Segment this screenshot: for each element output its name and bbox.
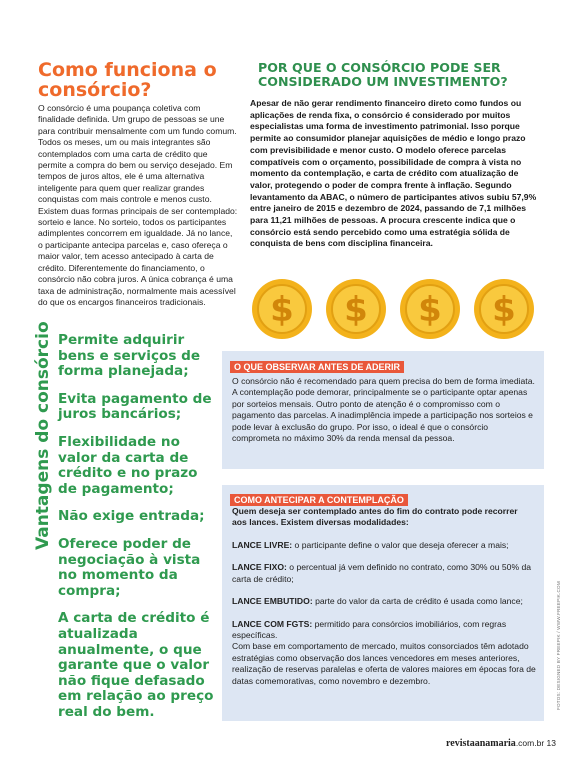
left-body: O consórcio é uma poupança coletiva com finalidade definida. Um grupo de pessoas se une para contribuir mensalmente com um fundo comum. Todos os meses, um ou mais integrantes são contemplados com uma carta de crédito que permite a compra do bem ou serviço desejado. Em tempos de juros altos, ele é uma alternativa inteligente para quem quer realizar grandes conquistas com mais controle e menos custo. Existem duas formas principais de ser contemplado: sorteio e lance. No sorteio, todos os participantes adimplentes concorrem em igualdade. Já no lance, o participante antecipa parcelas e, caso ofereça o maior valor, tem acesso antecipado à carta de crédito. Diferentemente do financiamento, o consórcio não cobra juros. A única cobrança é uma taxa de administração, normalmente mais acessível do que os encargos financeiros tradicionais.	[38, 103, 238, 307]
vantagem-item: Oferece poder de negociação à vista no momento da compra;	[58, 535, 201, 599]
right-body: Apesar de não gerar rendimento financeiro direto como fundos ou aplicações de renda fixa, o consórcio é considerado por muitos especialistas uma forma de investimento patrimonial. Isso porque permite ao consumidor planejar aquisições de médio e longo prazo com previsibilidade e menor custo. O modelo oferece parcelas compatíveis com o orçamento, possibilidade de compra à vista no momento da contemplação, e carta de crédito com atualização de valor, protegendo o poder de compra frente à inflação. Segundo levantamento da ABAC, o número de participantes ativos subiu 57,9% entre janeiro de 2015 e dezembro de 2024, passando de 7,1 milhões para 11,21 milhões de pessoas. A procura crescente indica que o consórcio está sendo percebido como uma estratégia sólida de conquista de bens com disciplina financeira.	[250, 98, 537, 249]
dollar-symbol: $	[418, 290, 442, 330]
page-footer	[446, 738, 556, 749]
lance-text: o percentual já vem definido no contrato, como 30% ou 50% da carta de crédito;	[232, 562, 532, 584]
vantagens-title: Vantagens do consórcio	[33, 321, 53, 550]
footer-domain: .com.br	[515, 738, 545, 748]
vantagem-item: Evita pagamento de juros bancários;	[58, 390, 212, 423]
vantagem-item: Não exige entrada;	[58, 508, 205, 525]
lance-item	[232, 562, 536, 585]
vantagem-item: Flexibilidade no valor da carta de crédito e no prazo de pagamento;	[58, 433, 198, 497]
lance-text: parte do valor da carta de crédito é usada como lance;	[312, 596, 523, 607]
coins-svg	[248, 278, 542, 340]
dollar-symbol: $	[492, 290, 516, 330]
box-observar-text: O consórcio não é recomendado para quem precisa do bem de forma imediata. A contemplação pode demorar, principalmente se o participante optar apenas por sorteios mensais. Outro ponto de atenção é o compromisso com o pagamento das parcelas. A inadimplência impede a participação nos sorteios e pode levar à exclusão do grupo. Por isso, o ideal é que o consórcio comprometa no máximo 30% da renda mensal da pessoa.	[232, 376, 535, 444]
photo-credits: FOTOS: DESIGNED BY FREEPIK / WWW.FREEPIK.COM	[556, 581, 561, 710]
footer-brand: revistaanamaria	[446, 738, 516, 749]
lance-text: permitido para consórcios imobiliários, com regras específicas.	[232, 618, 507, 641]
box-antecipar-body	[232, 540, 536, 698]
vantagens-list	[58, 333, 216, 732]
coin-icon	[252, 279, 312, 339]
box-antecipar-title: COMO ANTECIPAR A CONTEMPLAÇÃO	[230, 494, 408, 506]
dollar-symbol: $	[270, 290, 294, 330]
lance-item	[232, 619, 536, 642]
lance-label: LANCE FIXO:	[232, 562, 287, 573]
coin-icon	[400, 279, 460, 339]
right-title: POR QUE O CONSÓRCIO PODE SER CONSIDERADO UM INVESTIMENTO?	[258, 60, 508, 89]
dollar-symbol: $	[344, 290, 368, 330]
vantagem-item: Permite adquirir bens e serviços de forma planejada;	[58, 332, 201, 380]
box-antecipar	[222, 485, 544, 721]
lance-item	[232, 596, 536, 607]
box-observar	[222, 351, 544, 469]
lance-label: LANCE EMBUTIDO:	[232, 596, 313, 607]
box-antecipar-intro: Quem deseja ser contemplado antes do fim do contrato pode recorrer aos lances. Existem diversas modalidades:	[232, 506, 518, 527]
box-observar-title: O QUE OBSERVAR ANTES DE ADERIR	[230, 361, 404, 373]
box-antecipar-closing: Com base em comportamento de mercado, muitos consorciados têm adotado estratégias como observação dos lances vencedores em meses anteriores, realização de reservas paralelas e oferta de valores maiores em épocas fora de datas comemorativas, como novembro e dezembro.	[232, 641, 536, 686]
page-number: 13	[546, 738, 556, 748]
lance-label: LANCE LIVRE:	[232, 540, 293, 550]
left-title: Como funciona o consórcio?	[38, 59, 217, 101]
coin-icon	[474, 279, 534, 339]
lance-item	[232, 540, 536, 551]
lance-label: LANCE COM FGTS:	[232, 618, 313, 629]
vantagem-item: A carta de crédito é atualizada anualmente, o que garante que o valor não fique defasado em relação ao preço real do bem.	[58, 610, 214, 720]
coin-icon	[326, 279, 386, 339]
lance-text: o participante define o valor que deseja oferecer a mais;	[292, 540, 509, 550]
coins-illustration	[248, 278, 542, 340]
